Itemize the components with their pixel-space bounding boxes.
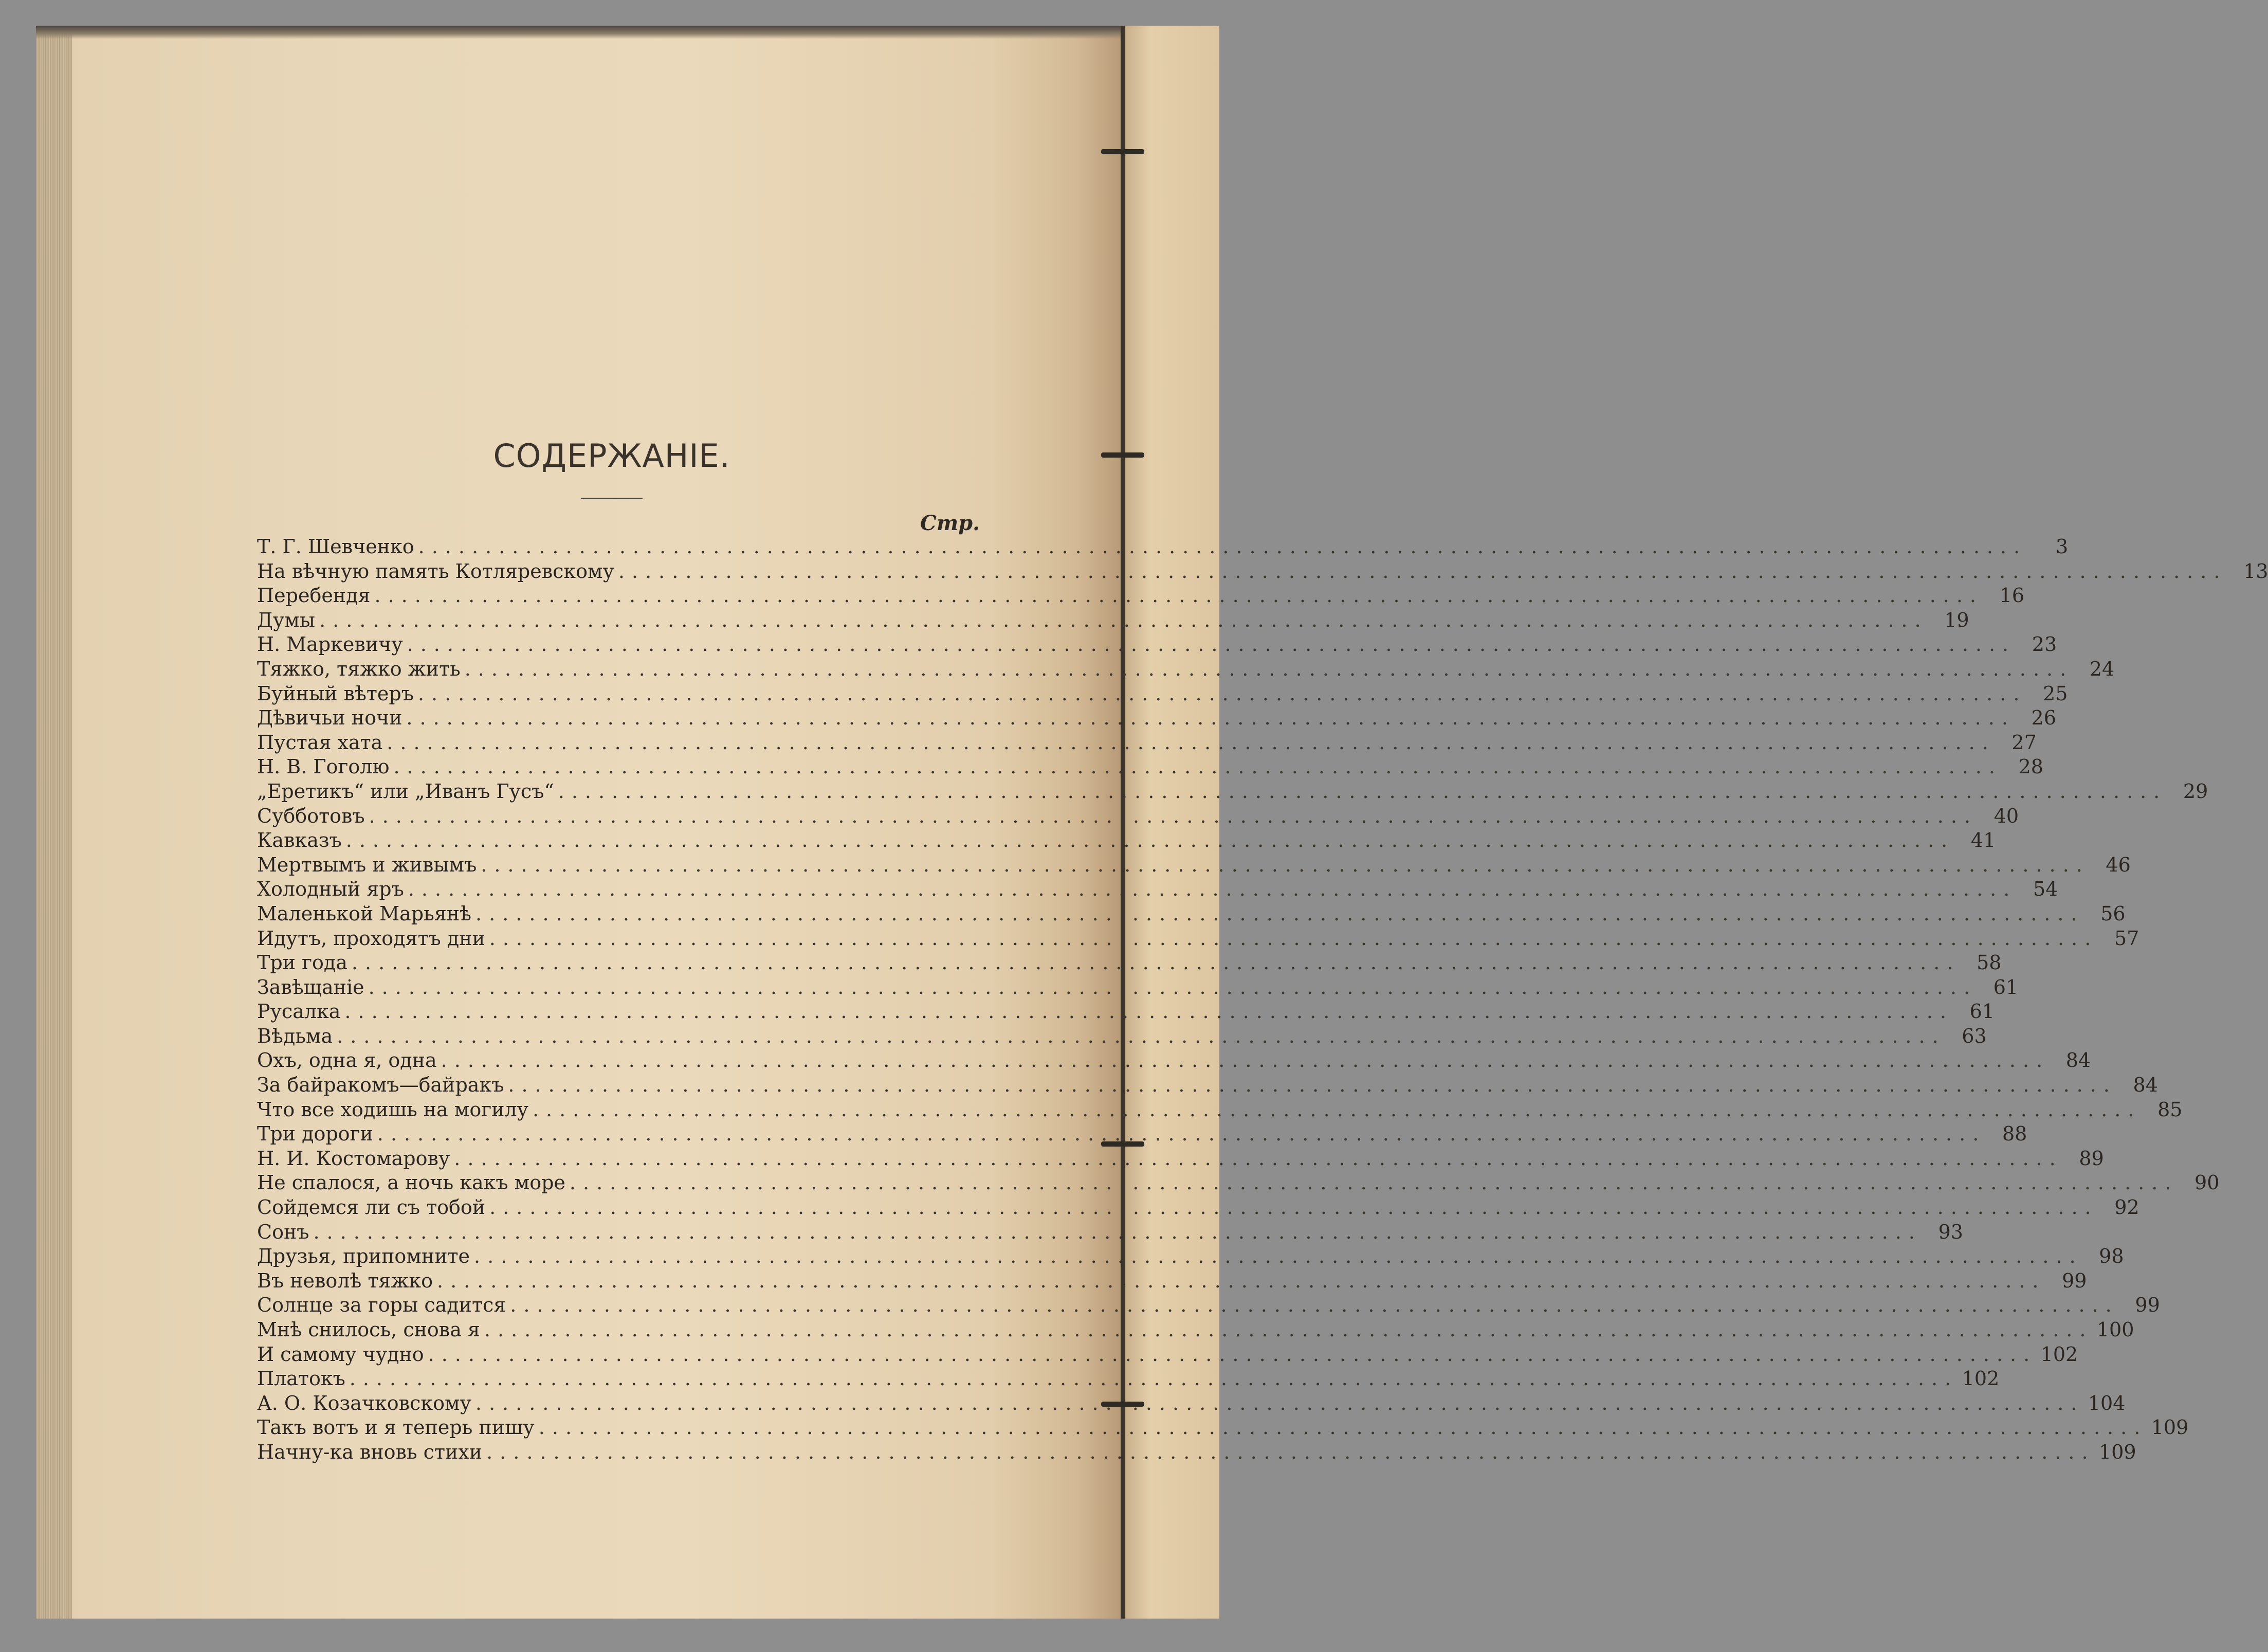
toc-entry-page: 109 xyxy=(2099,1440,2136,1463)
toc-entry xyxy=(257,1342,2078,1367)
toc-entry-page: 41 xyxy=(1970,829,1996,852)
toc-entry-title: Друзья, припомните xyxy=(257,1245,470,1268)
toc-leader-dots: ........................................................................................................................ xyxy=(436,1269,2046,1292)
toc-leader-dots: ........................................................................................................................ xyxy=(454,1147,2063,1170)
toc-entry-title: Идутъ, проходятъ дни xyxy=(257,927,485,950)
toc-leader-dots: ........................................................................................................................ xyxy=(406,706,2015,730)
toc-leader-dots: ........................................................................................................................ xyxy=(374,584,1984,607)
toc-leader-dots: ........................................................................................................................ xyxy=(408,878,2017,901)
toc-entry xyxy=(257,1440,2136,1465)
toc-entry-title: Вѣдьма xyxy=(257,1024,333,1047)
toc-entry xyxy=(257,951,2002,975)
toc-entry-page: 104 xyxy=(2088,1391,2126,1414)
toc-entry xyxy=(257,1147,2104,1171)
toc-entry-title: Н. И. Костомарову xyxy=(257,1147,450,1170)
toc-entry-title: Субботовъ xyxy=(257,804,365,827)
toc-leader-dots: ........................................................................................................................ xyxy=(377,1122,1986,1146)
toc-entry xyxy=(257,584,2025,608)
toc-leader-dots: ........................................................................................................................ xyxy=(349,1367,1959,1390)
toc-entry-title: Три года xyxy=(257,951,347,974)
toc-entry-page: 61 xyxy=(1993,975,2019,999)
toc-entry-page: 40 xyxy=(1993,804,2019,827)
toc-entry-page: 88 xyxy=(2002,1122,2027,1146)
toc-entry-page: 56 xyxy=(2100,902,2126,925)
toc-entry-page: 109 xyxy=(2151,1416,2189,1439)
toc-leader-dots: ........................................................................................................................ xyxy=(508,1074,2117,1097)
toc-leader-dots: ........................................................................................................................ xyxy=(489,927,2098,950)
page-column-label: Стр. xyxy=(920,511,980,535)
toc-entry-page: 99 xyxy=(2062,1269,2087,1292)
toc-entry xyxy=(257,559,2268,584)
toc-entry xyxy=(257,706,2056,731)
toc-entry-page: 58 xyxy=(1977,951,2002,974)
toc-entry-title: Думы xyxy=(257,608,316,631)
toc-entry-title: Такъ вотъ и я теперь пишу xyxy=(257,1416,535,1439)
toc-leader-dots: ........................................................................................................................ xyxy=(532,1098,2142,1121)
toc-entry xyxy=(257,1122,2027,1147)
toc-entry xyxy=(257,1048,2091,1073)
toc-leader-dots: ........................................................................................................................ xyxy=(618,559,2227,583)
toc-entry xyxy=(257,828,1996,853)
toc-entry-page: 63 xyxy=(1962,1024,1987,1047)
toc-leader-dots: ........................................................................................................................ xyxy=(337,1024,1946,1047)
toc-leader-dots: ........................................................................................................................ xyxy=(538,1416,2148,1439)
toc-entry xyxy=(257,1293,2160,1318)
toc-entry-title: Кавказъ xyxy=(257,829,342,852)
toc-entry-title: Н. В. Гоголю xyxy=(257,755,390,778)
toc-entry xyxy=(257,1391,2126,1416)
toc-entry-page: 3 xyxy=(2055,535,2069,558)
toc-entry-page: 23 xyxy=(2032,633,2057,656)
toc-entry xyxy=(257,902,2126,927)
toc-entry xyxy=(257,1000,1995,1024)
toc-entry-page: 13 xyxy=(2243,559,2268,583)
toc-entry-title: Начну-ка вновь стихи xyxy=(257,1440,483,1463)
toc-entry xyxy=(257,1415,2189,1440)
title-rule xyxy=(581,498,643,499)
toc-entry xyxy=(257,731,2037,755)
toc-entry xyxy=(257,779,2208,804)
toc-entry-page: 89 xyxy=(2079,1147,2104,1170)
toc-leader-dots: ........................................................................................................................ xyxy=(351,951,1961,974)
toc-entry-title: Въ неволѣ тяжко xyxy=(257,1269,433,1292)
toc-entry-page: 46 xyxy=(2106,853,2131,876)
toc-entry-page: 84 xyxy=(2065,1049,2091,1072)
toc-entry-title: Тяжко, тяжко жить xyxy=(257,657,461,680)
toc-entry-page: 92 xyxy=(2114,1196,2139,1219)
toc-leader-dots: ........................................................................................................................ xyxy=(474,1245,2083,1268)
page-title: СОДЕРЖАНІЕ. xyxy=(493,437,730,475)
toc-entry xyxy=(257,1195,2139,1220)
toc-entry-title: Буйный вѣтеръ xyxy=(257,682,414,705)
toc-entry-page: 61 xyxy=(1969,1000,1995,1023)
toc-leader-dots: ........................................................................................................................ xyxy=(368,975,1978,999)
toc-entry xyxy=(257,1073,2158,1098)
toc-entry xyxy=(257,1269,2087,1294)
toc-entry-page: 102 xyxy=(1962,1367,2000,1390)
toc-entry-page: 85 xyxy=(2157,1098,2183,1121)
toc-leader-dots: ........................................................................................................................ xyxy=(464,657,2074,680)
toc-entry-page: 90 xyxy=(2194,1171,2220,1194)
toc-entry xyxy=(257,1244,2124,1269)
toc-entry-title: Пустая хата xyxy=(257,731,383,754)
toc-leader-dots: ........................................................................................................................ xyxy=(344,1000,1953,1023)
toc-entry-page: 27 xyxy=(2011,731,2037,754)
toc-entry-title: Дѣвичьи ночи xyxy=(257,706,403,730)
toc-entry-title: Маленькой Марьянѣ xyxy=(257,902,472,925)
toc-entry xyxy=(257,1318,2134,1342)
toc-entry-title: Н. Маркевичу xyxy=(257,633,403,656)
toc-entry-page: 84 xyxy=(2133,1074,2158,1097)
toc-entry xyxy=(257,877,2058,902)
toc-leader-dots: ........................................................................................................................ xyxy=(558,779,2167,803)
toc-leader-dots: ........................................................................................................................ xyxy=(441,1049,2050,1072)
toc-leader-dots: ........................................................................................................................ xyxy=(417,682,2027,705)
toc-entry-title: Платокъ xyxy=(257,1367,345,1390)
toc-entry-title: „Еретикъ“ или „Иванъ Гусъ“ xyxy=(257,779,554,803)
toc-entry-title: Что все ходишь на могилу xyxy=(257,1098,528,1121)
toc-leader-dots: ........................................................................................................................ xyxy=(569,1171,2179,1194)
toc-entry xyxy=(257,535,2069,559)
toc-entry-title: Сойдемся ли съ тобой xyxy=(257,1196,486,1219)
toc-leader-dots: ........................................................................................................................ xyxy=(407,633,2016,656)
toc-entry-title: Завѣщаніе xyxy=(257,975,364,999)
toc-entry-title: Русалка xyxy=(257,1000,341,1023)
toc-entry xyxy=(257,632,2057,657)
toc-entry-title: За байракомъ—байракъ xyxy=(257,1074,504,1097)
toc-leader-dots: ........................................................................................................................ xyxy=(393,755,2002,778)
toc-leader-dots: ........................................................................................................................ xyxy=(345,829,1955,852)
toc-entry-title: Солнце за горы садится xyxy=(257,1294,506,1317)
toc-entry xyxy=(257,1024,1987,1049)
toc-entry-page: 26 xyxy=(2031,706,2056,730)
toc-entry-page: 19 xyxy=(1944,608,1969,631)
toc-entry-title: Сонъ xyxy=(257,1220,309,1243)
toc-entry xyxy=(257,657,2115,682)
toc-entry xyxy=(257,682,2068,706)
toc-leader-dots: ........................................................................................................................ xyxy=(428,1342,2037,1366)
toc-entry xyxy=(257,927,2139,951)
toc-leader-dots: ........................................................................................................................ xyxy=(387,731,1996,754)
toc-entry xyxy=(257,1367,2000,1391)
toc-entry-title: А. О. Козачковскому xyxy=(257,1391,471,1414)
toc-entry-page: 102 xyxy=(2040,1342,2078,1366)
toc-leader-dots: ........................................................................................................................ xyxy=(484,1318,2093,1341)
toc-entry-title: Охъ, одна я, одна xyxy=(257,1049,437,1072)
toc-entry-title: Три дороги xyxy=(257,1122,373,1146)
toc-leader-dots: ........................................................................................................................ xyxy=(319,608,1928,631)
toc-entry-title: Не спалося, а ночь какъ море xyxy=(257,1171,565,1194)
toc-entry xyxy=(257,1220,1963,1245)
toc-entry-title: Мертвымъ и живымъ xyxy=(257,853,477,876)
toc-entry xyxy=(257,1171,2220,1195)
toc-leader-dots: ........................................................................................................................ xyxy=(486,1440,2095,1463)
toc-entry-title: Холодный яръ xyxy=(257,878,404,901)
toc-entry-page: 25 xyxy=(2043,682,2068,705)
toc-entry xyxy=(257,755,2043,779)
toc-entry xyxy=(257,853,2131,878)
toc-entry-page: 28 xyxy=(2018,755,2043,778)
table-of-contents xyxy=(257,535,2268,1465)
toc-entry-title: На вѣчную память Котляревскому xyxy=(257,559,614,583)
toc-entry-title: И самому чудно xyxy=(257,1342,424,1366)
toc-entry-page: 93 xyxy=(1938,1220,1963,1243)
toc-entry-title: Т. Г. Шевченко xyxy=(257,535,414,558)
toc-entry xyxy=(257,804,2019,829)
toc-entry xyxy=(257,608,1969,633)
toc-entry xyxy=(257,975,2019,1000)
toc-leader-dots: ........................................................................................................................ xyxy=(475,902,2084,925)
toc-leader-dots: ........................................................................................................................ xyxy=(475,1391,2084,1414)
toc-leader-dots: ........................................................................................................................ xyxy=(313,1220,1922,1243)
toc-entry-page: 57 xyxy=(2114,927,2139,950)
toc-entry-page: 16 xyxy=(1999,584,2025,607)
toc-leader-dots: ........................................................................................................................ xyxy=(418,535,2027,558)
toc-entry-page: 24 xyxy=(2089,657,2115,680)
toc-leader-dots: ........................................................................................................................ xyxy=(481,853,2090,876)
toc-entry-title: Перебендя xyxy=(257,584,371,607)
toc-leader-dots: ........................................................................................................................ xyxy=(489,1196,2098,1219)
toc-entry-title: Мнѣ снилось, снова я xyxy=(257,1318,480,1341)
toc-entry-page: 29 xyxy=(2183,779,2208,803)
toc-entry-page: 99 xyxy=(2135,1294,2160,1317)
toc-entry-page: 98 xyxy=(2099,1245,2124,1268)
toc-entry xyxy=(257,1098,2183,1122)
toc-entry-page: 54 xyxy=(2033,878,2058,901)
toc-leader-dots: ........................................................................................................................ xyxy=(369,804,1978,827)
toc-entry-page: 100 xyxy=(2096,1318,2134,1341)
toc-leader-dots: ........................................................................................................................ xyxy=(510,1294,2119,1317)
